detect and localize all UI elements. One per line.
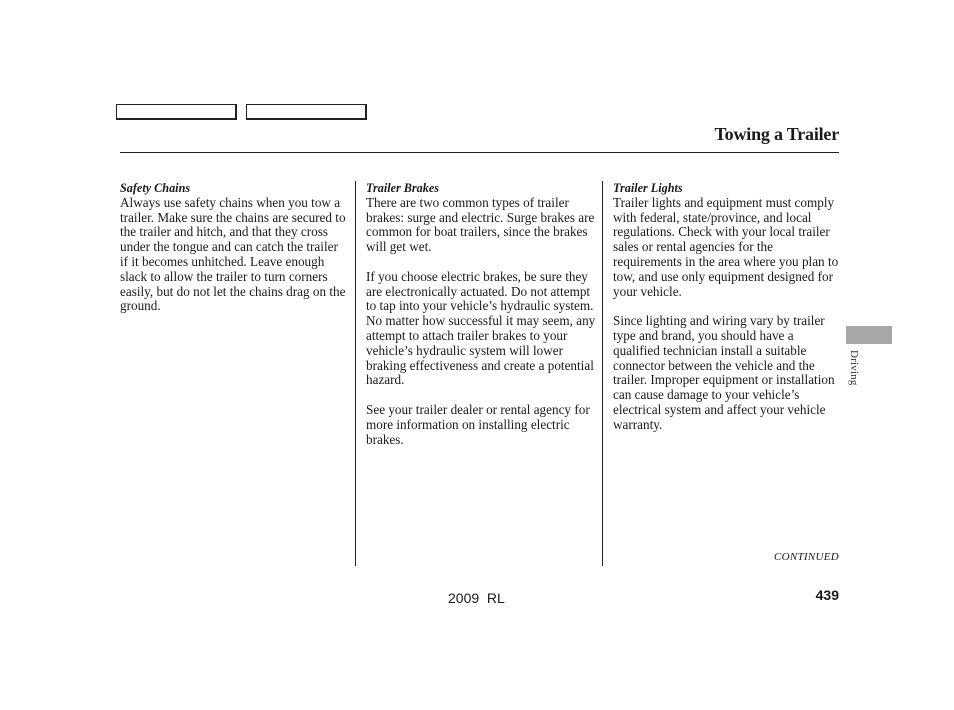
paragraph: Trailer lights and equipment must comply with federal, state/province, and local regulations. Check with your local trailer sales or rental agencies for the requirements in the area where you plan to tow, and use only equipment designed for your vehicle. [613, 194, 839, 299]
section-heading: Trailer Lights [613, 181, 683, 195]
section-heading: Safety Chains [120, 181, 191, 195]
main-menu-button[interactable] [116, 104, 237, 120]
chapter-tab[interactable] [846, 326, 892, 344]
page-title: Towing a Trailer [714, 124, 839, 144]
column-divider [602, 181, 603, 566]
page-number: 439 [815, 587, 839, 603]
paragraph: Since lighting and wiring vary by trailer type and brand, you should have a qualified technician install a suitable connector between the vehicle and the trailer. Improper equipment or installation can cause damage to your vehicle’s electrical system and affect your vehicle warranty. [613, 313, 835, 432]
chapter-tab-label: Driving [848, 350, 860, 386]
model-label: 2009 RL [448, 590, 505, 606]
column-divider [355, 181, 356, 566]
section-heading: Trailer Brakes [366, 181, 440, 195]
section-safety-chains [120, 181, 348, 329]
index-button[interactable] [246, 104, 367, 120]
continued-label: CONTINUED [773, 551, 839, 563]
paragraph: There are two common types of trailer brakes: surge and electric. Surge brakes are common for boat trailers, since the brakes will get wet. [366, 194, 595, 255]
paragraph: Always use safety chains when you tow a trailer. Make sure the chains are secured to the trailer and hitch, and that they cross under the tongue and can catch the trailer if it becomes unhitched. Leave enough slack to allow the trailer to turn corners easily, but do not let the chains drag on the ground. [120, 194, 346, 314]
header-rule [120, 152, 839, 153]
paragraph: If you choose electric brakes, be sure they are electronically actuated. Do not attempt to tap into your vehicle’s hydraulic system. No matter how successful it may seem, any attempt to attach trailer brakes to your vehicle’s hydraulic system will lower braking effectiveness and create a potential hazard. [366, 268, 596, 388]
section-trailer-lights [613, 181, 839, 447]
section-trailer-brakes [366, 181, 596, 462]
paragraph: See your trailer dealer or rental agency for more information on installing electric brakes. [366, 401, 590, 447]
